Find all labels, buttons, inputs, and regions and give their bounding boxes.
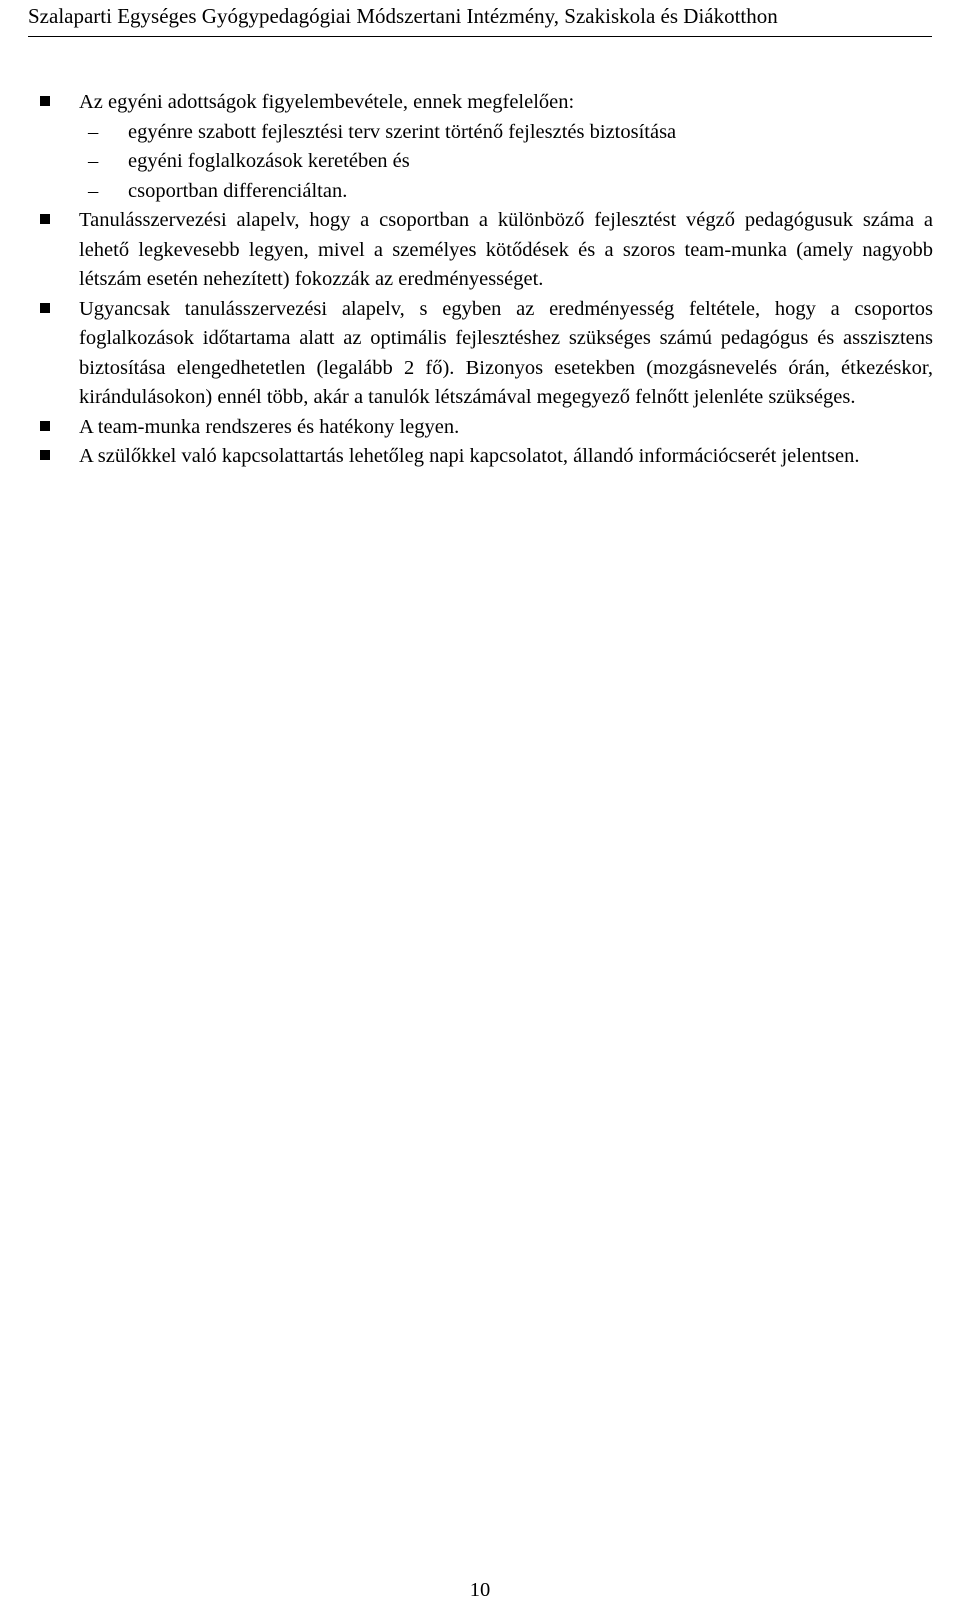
- list-item-text: Tanulásszervezési alapelv, hogy a csoportban a különböző fejlesztést végző pedagógusuk száma a lehető legkevesebb legyen, mivel a személyes kötődések és a szoros team-munka (amely nagyobb létszám esetén nehezített) fokozzák az eredményességet.: [79, 209, 933, 290]
- list-item-text: A team-munka rendszeres és hatékony legyen.: [79, 415, 460, 438]
- list-item: [40, 413, 933, 443]
- list-item-text: A szülőkkel való kapcsolattartás lehetőleg napi kapcsolatot, állandó információcserét jelentsen.: [79, 445, 860, 467]
- page-header: Szalaparti Egységes Gyógypedagógiai Módszertani Intézmény, Szakiskola és Diákotthon: [28, 0, 932, 37]
- list-item-text: Ugyancsak tanulásszervezési alapelv, s egyben az eredményesség feltétele, hogy a csoportos foglalkozások időtartama alatt az optimális fejlesztéshez szükséges számú pedagógus és asszisztens biztosítása elengedhetetlen (legalább 2 fő). Bizonyos esetekben (mozgásnevelés órán, étkezéskor, kirándulásokon) ennél több, akár a tanulók létszámával megegyező felnőtt jelenléte szükséges.: [79, 297, 933, 408]
- sub-list-item: [40, 147, 933, 177]
- square-bullet-icon: [40, 303, 50, 313]
- dash-bullet: –: [88, 150, 99, 172]
- list-item: [40, 442, 933, 472]
- square-bullet-icon: [40, 214, 50, 224]
- sub-list-item-text: egyéni foglalkozások keretében és: [128, 150, 410, 172]
- page-number: 10: [469, 1579, 491, 1601]
- sub-list-item: [40, 118, 933, 148]
- square-bullet-icon: [40, 421, 50, 431]
- sub-list-item-text: egyénre szabott fejlesztési terv szerint történő fejlesztés biztosítása: [128, 120, 677, 143]
- document-body: [40, 88, 933, 472]
- sub-list-item-text: csoportban differenciáltan.: [128, 179, 348, 202]
- list-item: [40, 88, 933, 118]
- dash-bullet: –: [88, 179, 99, 202]
- square-bullet-icon: [40, 450, 50, 460]
- dash-bullet: –: [88, 120, 99, 143]
- square-bullet-icon: [40, 96, 50, 106]
- sub-list-item: [40, 177, 933, 207]
- list-item-text: Az egyéni adottságok figyelembevétele, ennek megfelelően:: [79, 91, 575, 113]
- list-item: [40, 295, 933, 413]
- list-item: [40, 206, 933, 295]
